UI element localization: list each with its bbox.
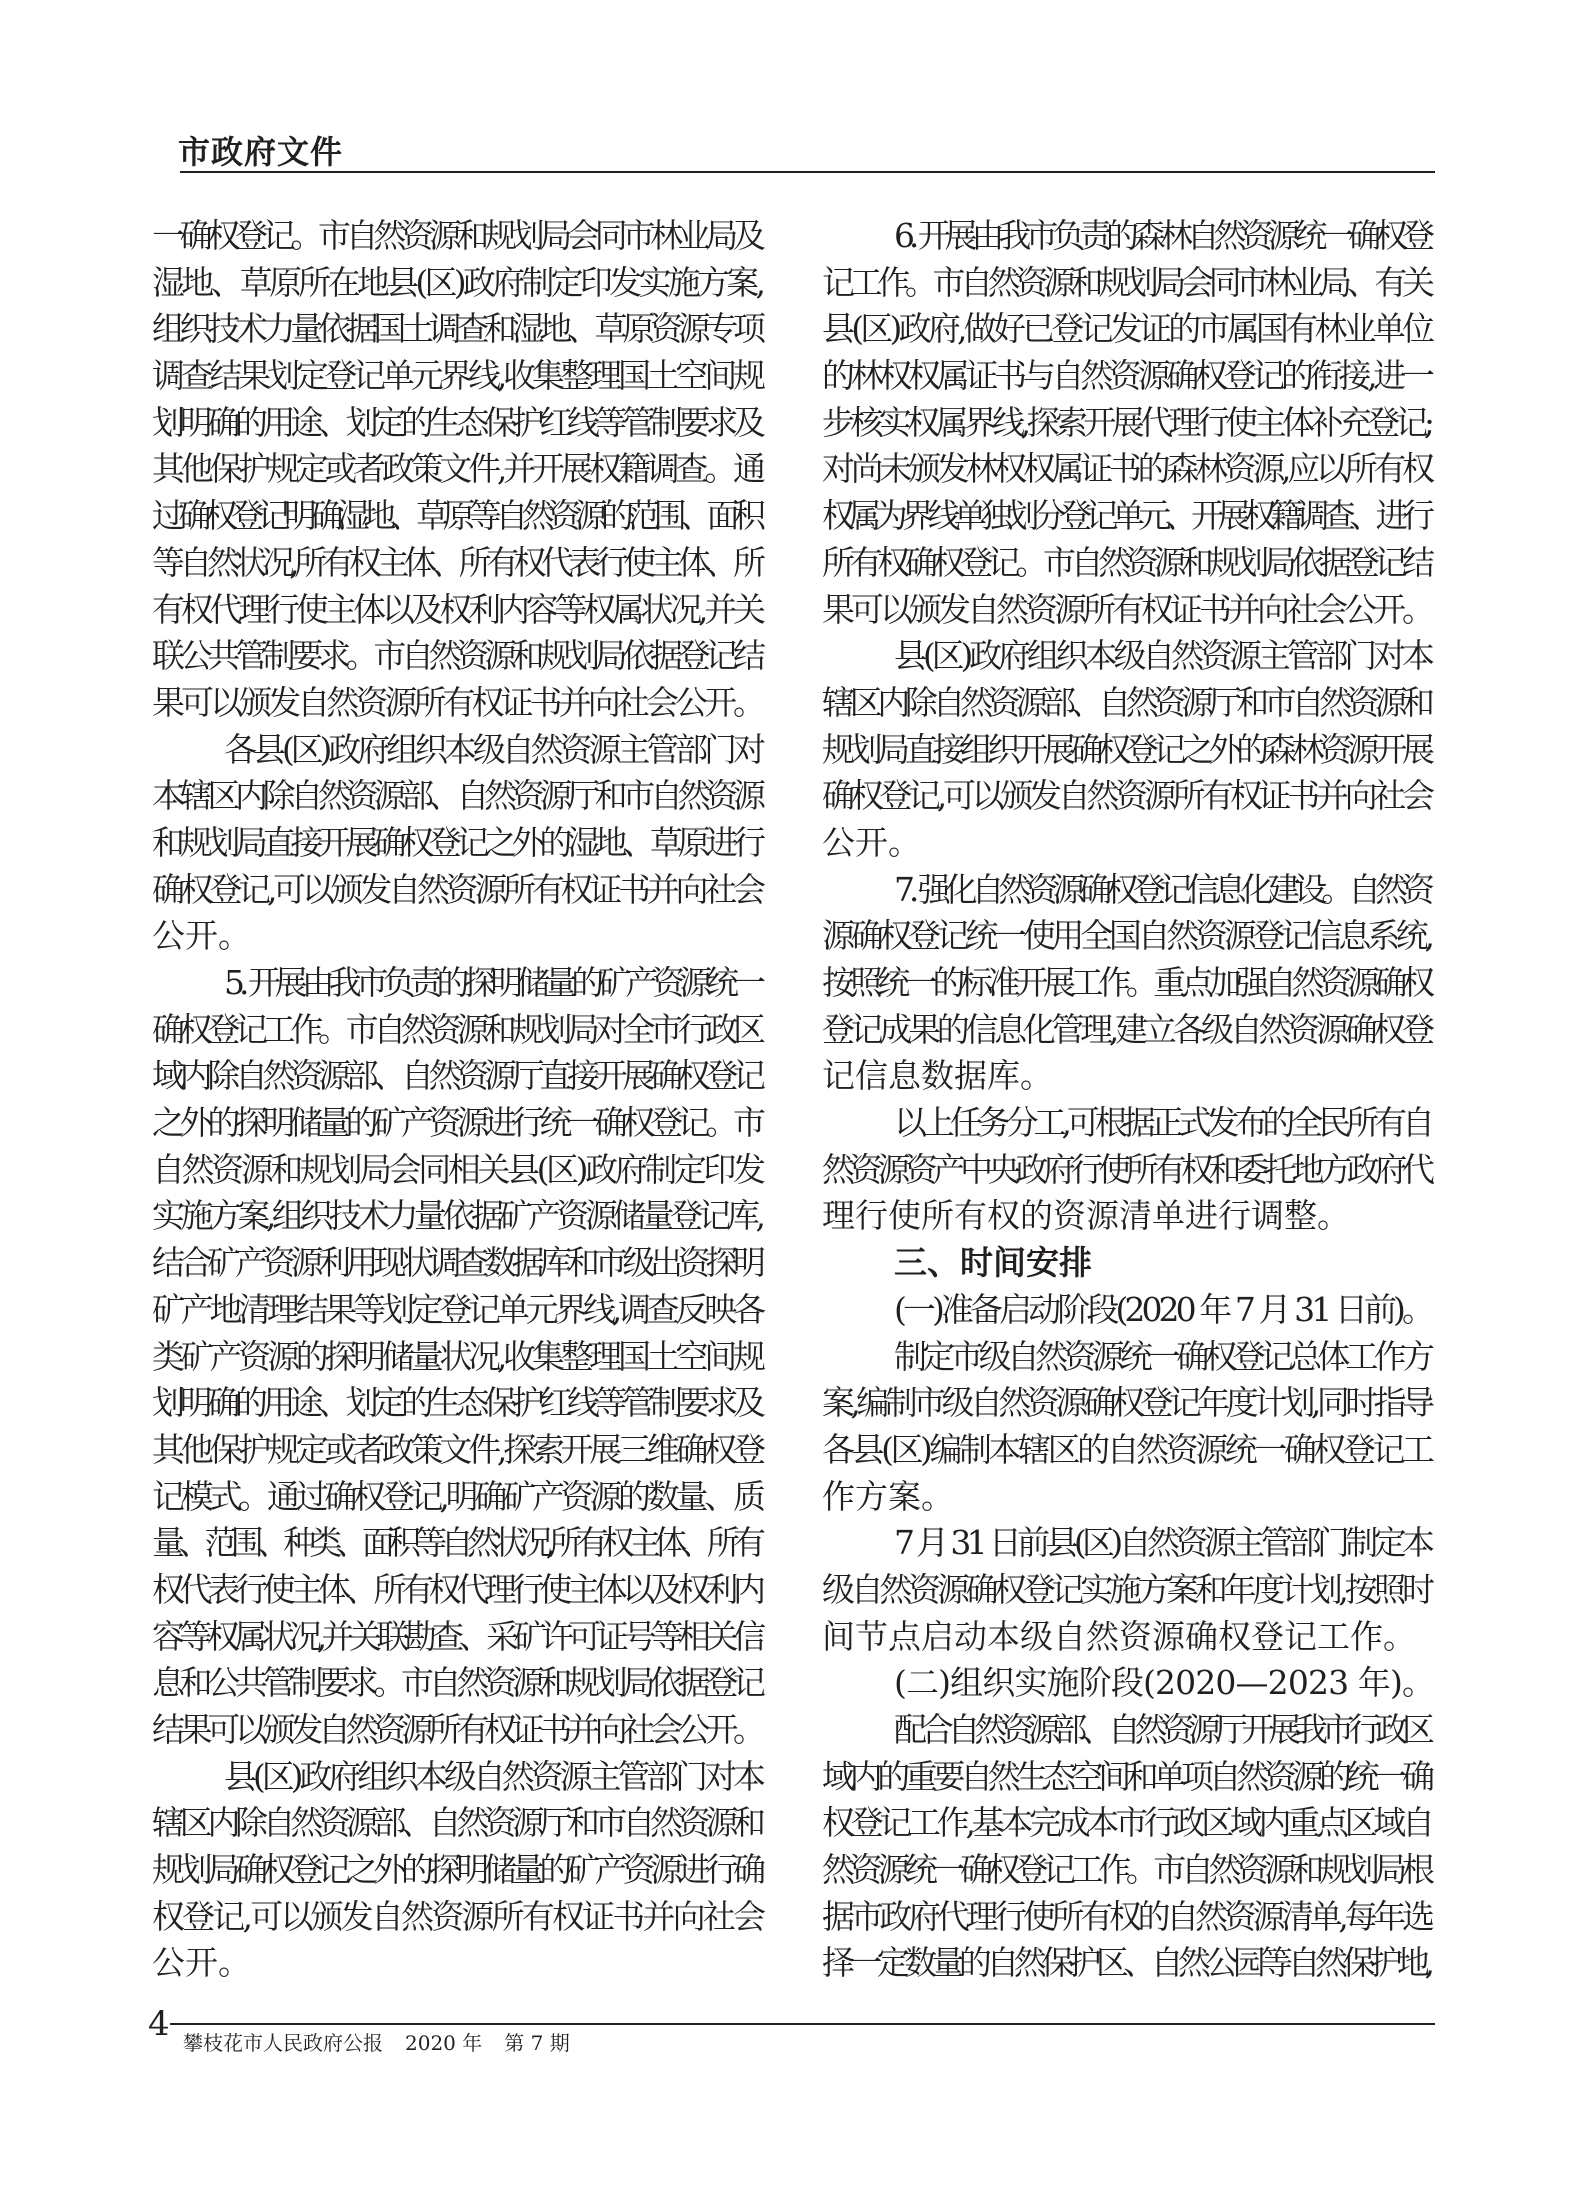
footer-publication-info [183,2028,592,2058]
text-line: 结合矿产资源利用现状调查数据库和市级出资探明 [152,1243,761,1283]
text-line: 组织技术力量依据国土调查和湿地、草原资源专项 [152,309,761,349]
text-line: 实施方案,组织技术力量依据矿产资源储量登记库, [152,1196,762,1236]
text-line: 配合自然资源部、自然资源厅开展我市行政区 [894,1710,1429,1749]
text-line: 制定市级自然资源统一确权登记总体工作方 [894,1336,1431,1376]
header-rule [180,171,1435,173]
text-line: 等自然状况,所有权主体、所有权代表行使主体、所 [152,542,761,582]
text-line: 然资源统一确权登记工作。市自然资源和规划局根 [822,1850,1430,1890]
text-line: 果可以颁发自然资源所有权证书并向社会公开。 [152,682,763,722]
text-line: 和规划局直接开展确权登记之外的湿地、草原进行 [152,822,761,862]
right-column [822,213,1435,1987]
text-line: 级自然资源确权登记实施方案和年度计划,按照时 [822,1569,1431,1609]
text-line: 辖区内除自然资源部、自然资源厅和市自然资源和 [822,682,1430,722]
text-line: 果可以颁发自然资源所有权证书并向社会公开。 [822,589,1431,629]
text-line: 源确权登记统一使用全国自然资源登记信息系统, [822,916,1431,956]
text-line: 6. 开展由我市负责的森林自然资源统一确权登 [894,216,1429,255]
text-line: 本辖区内除自然资源部、自然资源厅和市自然资源 [152,776,761,816]
text-line: 记模式。通过确权登记,明确矿产资源的数量、质 [152,1476,762,1516]
text-line: 作方案。 [822,1476,954,1516]
text-line: 规划局确权登记之外的探明储量的矿产资源进行确 [152,1850,761,1890]
text-line: 确权登记,可以颁发自然资源所有权证书并向社会 [822,776,1431,816]
text-line: 量、范围、种类、面积等自然状况,所有权主体、所有 [152,1523,760,1563]
text-line: 公开。 [152,916,251,956]
section-heading: 三、时间安排 [894,1243,1092,1283]
text-line: 择一定数量的自然保护区、自然公园等自然保护地, [822,1943,1430,1983]
footer-rule [170,2023,1435,2025]
text-line: 记信息数据库。 [822,1056,1053,1096]
text-line: 域内的重要自然生态空间和单项自然资源的统一确 [822,1756,1430,1796]
text-line: 结果可以颁发自然资源所有权证书并向社会公开。 [152,1710,761,1749]
text-line: 公开。 [822,822,921,862]
text-line: 域内除自然资源部、自然资源厅直接开展确权登记 [152,1056,761,1096]
text-line: 类矿产资源的探明储量状况,收集整理国土空间规 [152,1336,762,1376]
text-line: 联公共管制要求。市自然资源和规划局依据登记结 [152,636,761,676]
text-line: 7 月 31 日前县(区)自然资源主管部门制定本 [894,1523,1431,1563]
text-line: 权代表行使主体、所有权代理行使主体以及权利内 [152,1569,761,1609]
text-line: 矿产地清理结果等划定登记单元界线,调查反映各 [152,1289,762,1329]
text-line: 7. 强化自然资源确权登记信息化建设。自然资 [894,869,1429,909]
text-line: 据市政府代理行使所有权的自然资源清单,每年选 [822,1896,1431,1936]
text-line: 辖区内除自然资源部、自然资源厅和市自然资源和 [152,1803,761,1843]
text-line: 县(区)政府组织本级自然资源主管部门对本 [224,1756,762,1796]
text-line: 步核实权属界线,探索开展代理行使主体补充登记; [822,402,1431,442]
text-line: 的林权权属证书与自然资源确权登记的衔接,进一 [822,356,1431,396]
text-line: 湿地、草原所在地县(区)政府制定印发实施方案, [152,262,763,302]
publication-year: 2020 年 [405,2031,483,2055]
text-line: 权属为界线单独划分登记单元、开展权籍调查、进行 [822,496,1429,536]
text-line: 公开。 [152,1943,251,1983]
left-column [152,213,766,1987]
text-line: 自然资源和规划局会同相关县(区)政府制定印发 [152,1149,763,1189]
text-line: 划明确的用途、划定的生态保护红线等管制要求及 [152,1383,761,1423]
text-line: (一)准备启动阶段(2020 年 7 月 31 日前)。 [894,1289,1432,1329]
text-line: 划明确的用途、划定的生态保护红线等管制要求及 [152,402,761,442]
page-number: 4 [148,2004,170,2044]
text-line: 对尚未颁发林权权属证书的森林资源,应以所有权 [822,449,1431,489]
issue-number: 第 7 期 [504,2031,570,2055]
text-line: 容等权属状况,并关联勘查、采矿许可证号等相关信 [152,1616,761,1656]
text-line: 一确权登记。市自然资源和规划局会同市林业局及 [152,216,761,255]
text-line: 县(区)政府组织本级自然资源主管部门对本 [894,636,1431,676]
text-line: 有权代理行使主体以及权利内容等权属状况,并关 [152,589,762,629]
text-line: 登记成果的信息化管理,建立各级自然资源确权登 [822,1009,1431,1049]
text-line: 规划局直接组织开展确权登记之外的森林资源开展 [822,729,1430,769]
text-line: 所有权确权登记。市自然资源和规划局依据登记结 [822,542,1430,582]
text-line: 县(区)政府,做好已登记发证的市属国有林业单位 [822,309,1432,349]
text-line: 确权登记,可以颁发自然资源所有权证书并向社会 [152,869,762,909]
text-line: 过确权登记明确湿地、草原等自然资源的范围、面积 [152,496,760,536]
text-line: 其他保护规定或者政策文件,探索开展三维确权登 [152,1429,762,1469]
text-line: 权登记工作,基本完成本市行政区域内重点区域自 [822,1803,1431,1843]
text-line: 间节点启动本级自然资源确权登记工作。 [822,1616,1416,1656]
text-line: 5. 开展由我市负责的探明储量的矿产资源统一 [224,963,760,1002]
text-line: 确权登记工作。市自然资源和规划局对全市行政区 [152,1009,761,1049]
text-line: 记工作。市自然资源和规划局会同市林业局、有关 [822,262,1430,302]
section-title: 市政府文件 [178,133,344,171]
text-line: 之外的探明储量的矿产资源进行统一确权登记。市 [152,1103,761,1143]
text-line: 理行使所有权的资源清单进行调整。 [822,1196,1350,1236]
text-line: 各县(区)政府组织本级自然资源主管部门对 [224,729,762,769]
text-line: 按照统一的标准开展工作。重点加强自然资源确权 [822,963,1430,1002]
text-line: 权登记,可以颁发自然资源所有权证书并向社会 [152,1896,764,1936]
text-line: 案,编制市级自然资源确权登记年度计划,同时指导 [822,1383,1431,1423]
text-line: 以上任务分工,可根据正式发布的全民所有自 [894,1103,1430,1143]
text-line: 调查结果划定登记单元界线,收集整理国土空间规 [152,356,762,396]
text-line: 其他保护规定或者政策文件,并开展权籍调查。通 [152,449,762,489]
text-line: 然资源资产中央政府行使所有权和委托地方政府代 [822,1149,1430,1189]
publication-name: 攀枝花市人民政府公报 [183,2031,383,2055]
text-line: 息和公共管制要求。市自然资源和规划局依据登记 [152,1663,761,1703]
text-line: 各县(区)编制本辖区的自然资源统一确权登记工 [822,1429,1432,1469]
text-line: (二)组织实施阶段(2020—2023 年)。 [894,1663,1435,1703]
